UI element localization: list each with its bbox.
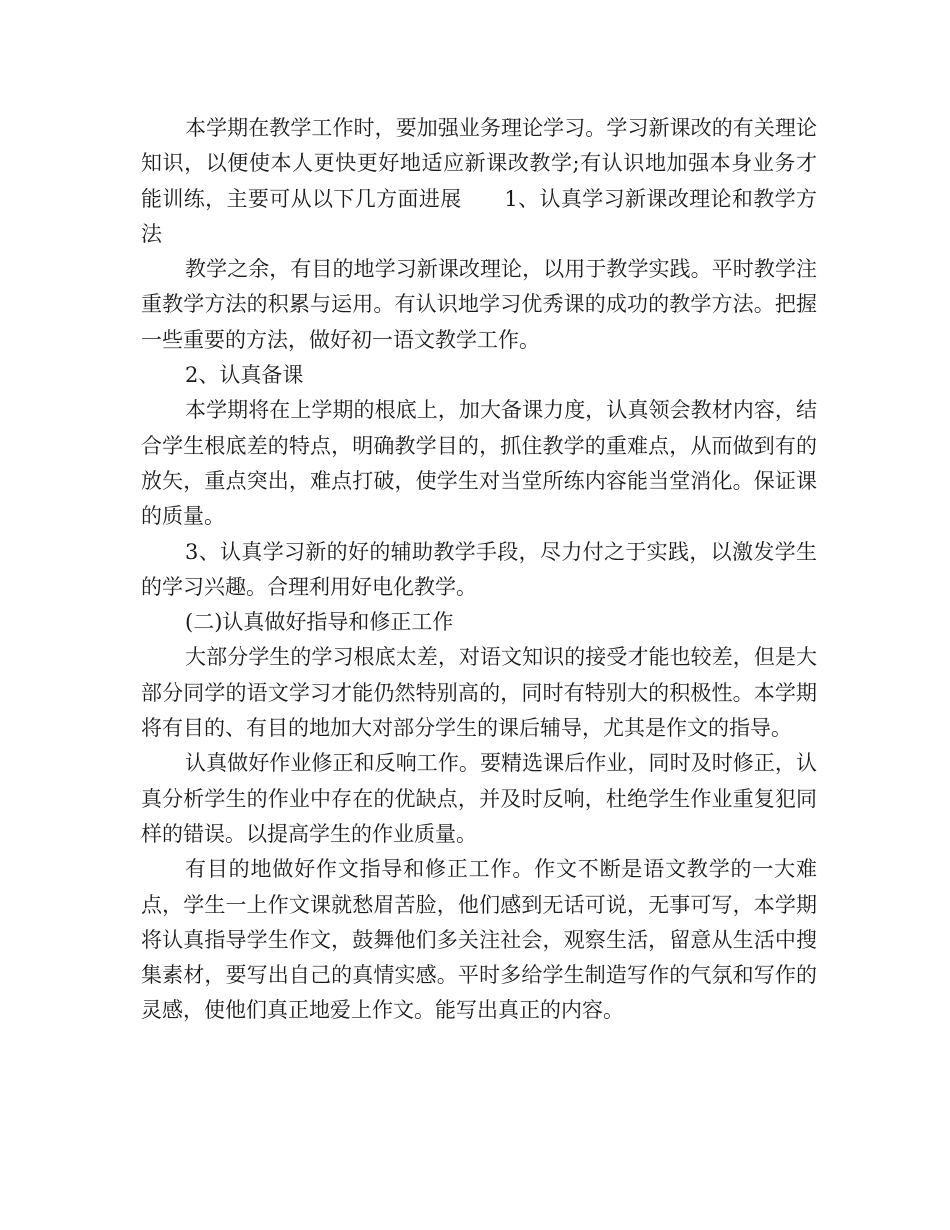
- paragraph-composition-guidance: 有目的地做好作文指导和修正工作。作文不断是语文教学的一大难点，学生一上作文课就愁眉苦脸，他们感到无话可说，无事可写，本学期将认真指导学生作文，鼓舞他们多关注社会，观察生活，留意从生活中搜集素材，要写出自己的真情实感。平时多给学生制造写作的气氛和写作的灵感，使他们真正地爱上作文。能写出真正的内容。: [141, 857, 817, 1023]
- heading-guidance-correction: (二)认真做好指导和修正工作: [185, 610, 454, 635]
- paragraph-lesson-prep: 本学期将在上学期的根底上，加大备课力度，认真领会教材内容，结合学生根底差的特点，明确教学目的，抓住教学的重难点，从而做到有的放矢，重点突出，难点打破，使学生对当堂所练内容能当堂消化。保证课的质量。: [141, 398, 817, 529]
- paragraph-student-guidance: 大部分学生的学习根底太差，对语文知识的接受才能也较差，但是大部分同学的语文学习才能仍然特别高的，同时有特别大的积极性。本学期将有目的、有目的地加大对部分学生的课后辅导，尤其是作文的指导。: [141, 645, 817, 741]
- paragraph-homework-correction: 认真做好作业修正和反响工作。要精选课后作业，同时及时修正，认真分析学生的作业中存在的优缺点，并及时反响，杜绝学生作业重复犯同样的错误。以提高学生的作业质量。: [141, 751, 817, 846]
- document-body: [141, 111, 817, 1029]
- paragraph-intro: 本学期在教学工作时，要加强业务理论学习。学习新课改的有关理论知识，以便使本人更快更好地适应新课改教学;有认识地加强本身业务才能训练，主要可从以下几方面进展 1、认真学习新课改理论和教学方法: [141, 116, 817, 246]
- paragraph-teaching-aids: 3、认真学习新的好的辅助教学手段，尽力付之于实践，以激发学生的学习兴趣。合理利用好电化教学。: [141, 539, 817, 599]
- heading-lesson-prep: 2、认真备课: [185, 363, 304, 388]
- paragraph-teaching-method: 教学之余，有目的地学习新课改理论，以用于教学实践。平时教学注重教学方法的积累与运用。有认识地学习优秀课的成功的教学方法。把握一些重要的方法，做好初一语文教学工作。: [141, 257, 817, 352]
